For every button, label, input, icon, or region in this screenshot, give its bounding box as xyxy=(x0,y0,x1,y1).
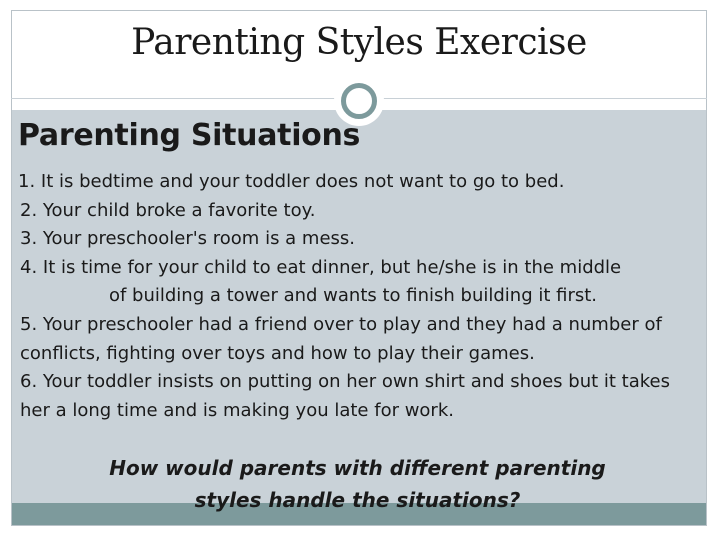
circle-ornament-icon xyxy=(341,83,377,119)
discussion-question xyxy=(60,452,655,516)
situation-item-1: 1. It is bedtime and your toddler does not want to go to bed. xyxy=(18,171,565,192)
situation-item-5: 5. Your preschooler had a friend over to play and they had a number of conflicts, fighting over toys and how to play their games. xyxy=(20,313,662,364)
question-line-1: How would parents with different parenting xyxy=(109,456,606,480)
section-heading: Parenting Situations xyxy=(18,118,361,153)
slide-title: Parenting Styles Exercise xyxy=(131,22,587,63)
situation-item-4-continuation: of building a tower and wants to finish building it first. xyxy=(108,285,598,307)
situation-item-2: 2. Your child broke a favorite toy. xyxy=(20,199,316,221)
situation-item-6: 6. Your toddler insists on putting on her own shirt and shoes but it takes her a long time and is making you late for work. xyxy=(20,371,670,421)
question-line-2: styles handle the situations? xyxy=(194,488,521,512)
situation-item-3: 3. Your preschooler's room is a mess. xyxy=(20,228,356,250)
situation-item-4-text: 4. It is time for your child to eat dinner, but he/she is in the middle xyxy=(20,256,622,278)
situation-item-4 xyxy=(18,254,686,311)
situations-list xyxy=(18,168,686,425)
